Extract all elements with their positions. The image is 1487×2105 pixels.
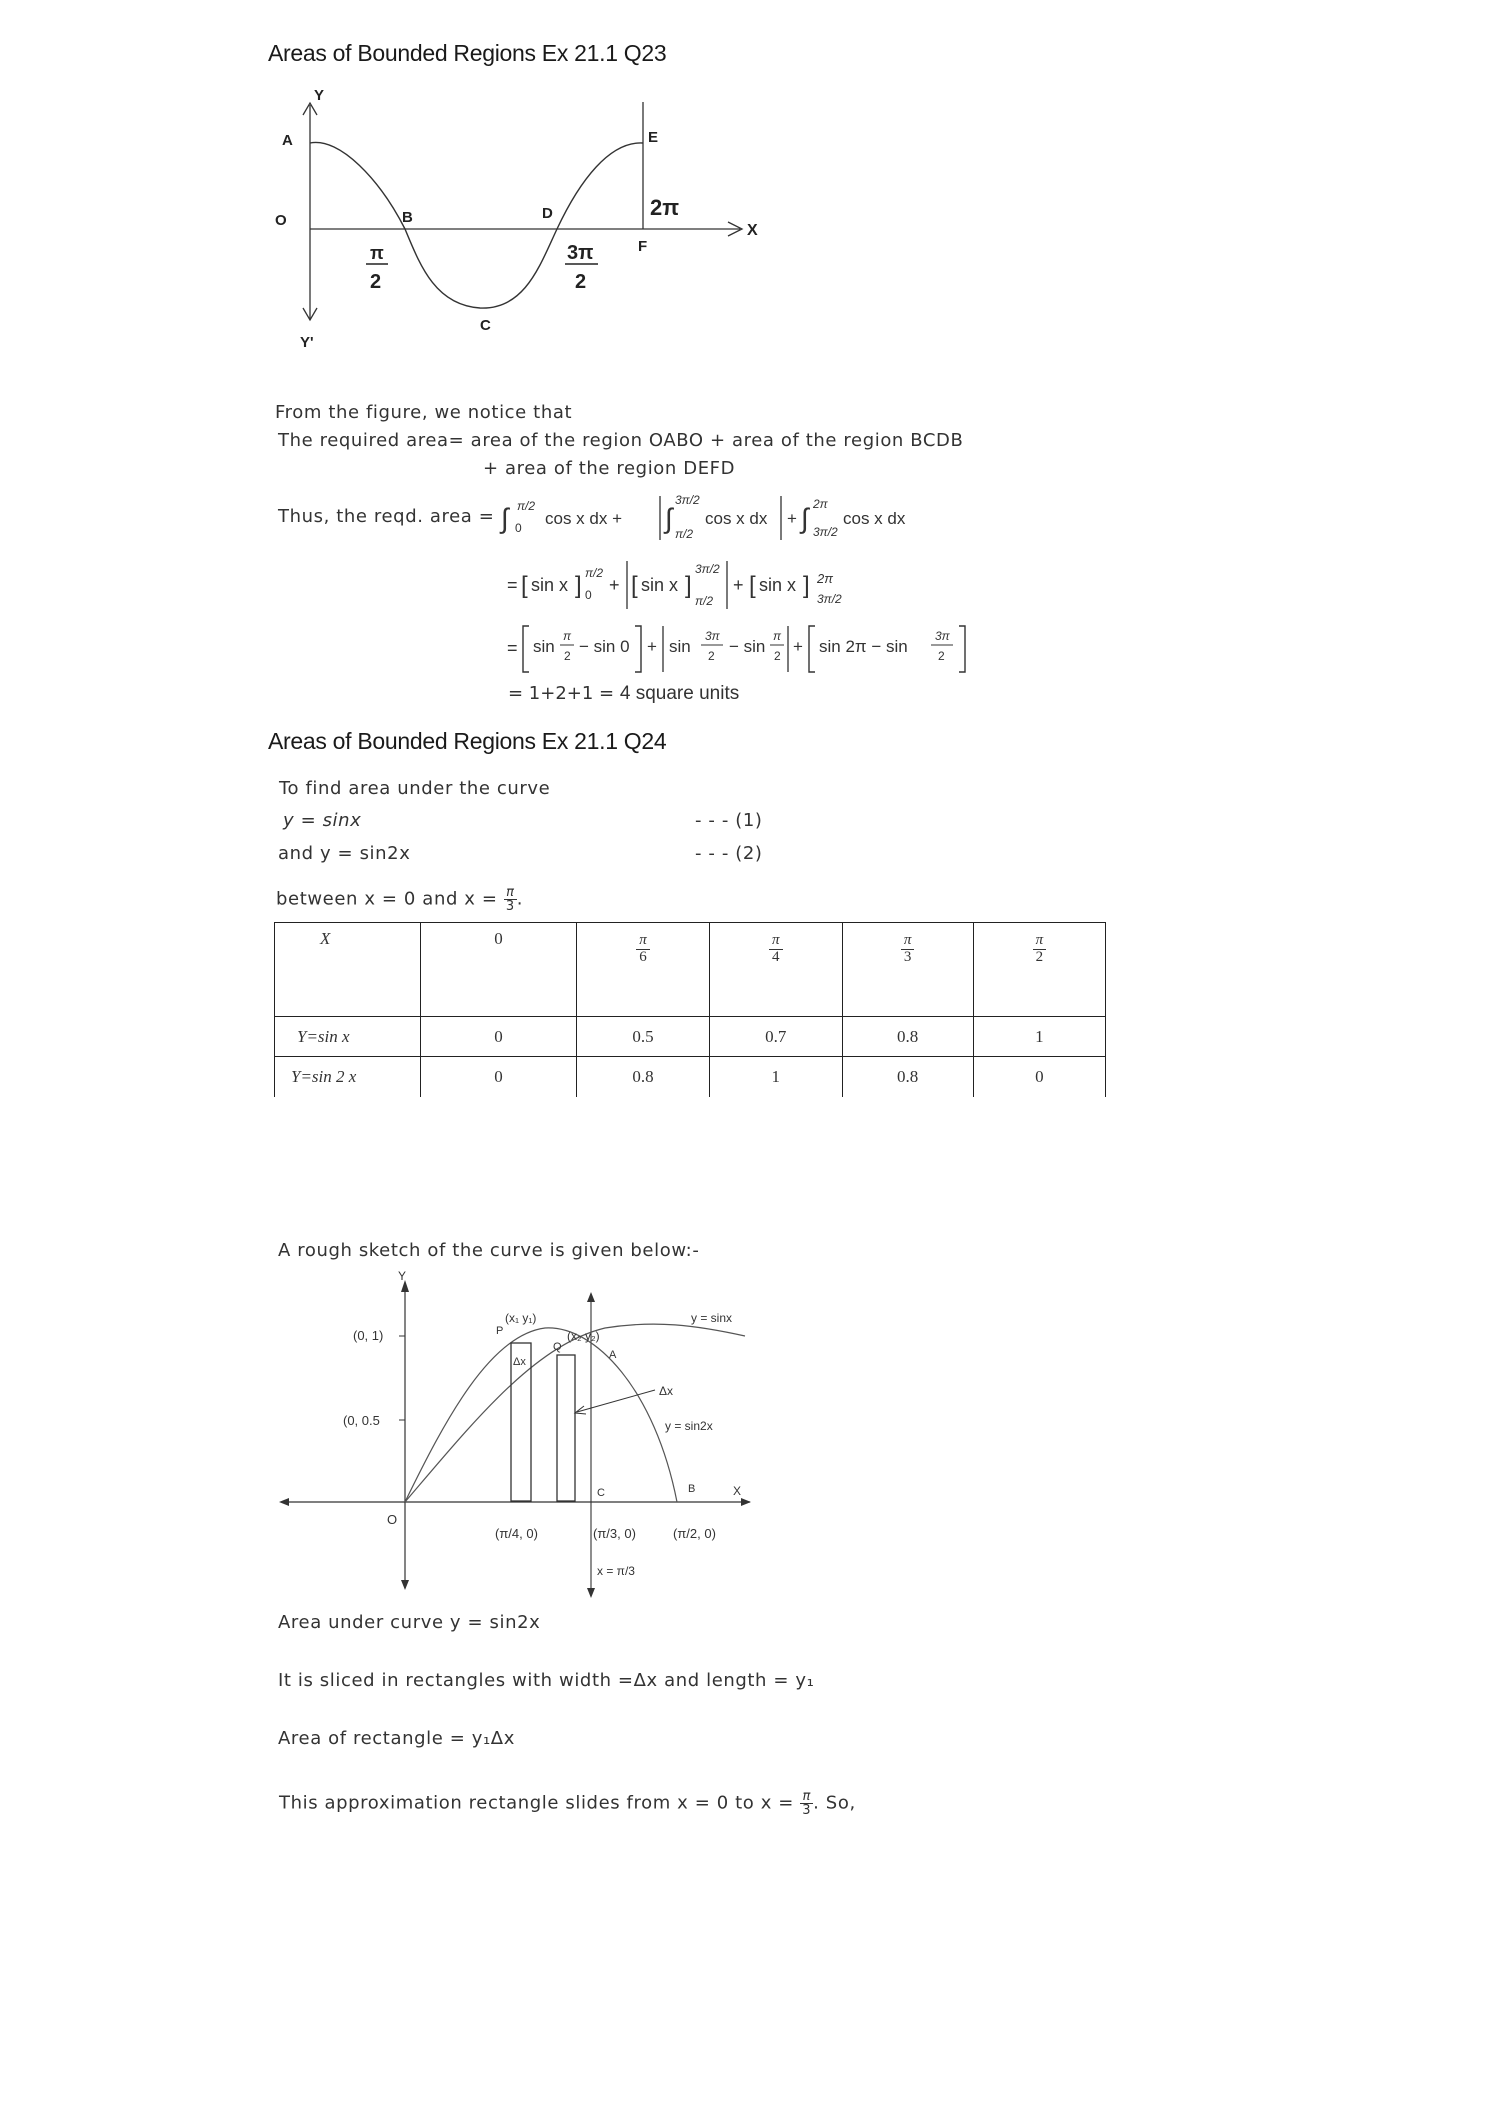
table-row1-cell: 0.8: [842, 1017, 973, 1057]
label-b: B: [402, 209, 413, 226]
sketch-sinx-label: y = sinx: [691, 1311, 733, 1325]
q23-eq-prefix: Thus, the reqd. area =: [278, 506, 495, 527]
sketch-b-label: B: [688, 1483, 696, 1495]
svg-text:+: +: [787, 509, 797, 528]
q23-line3: + area of the region DEFD: [483, 458, 736, 479]
sketch-pt-pi3: (π/3, 0): [593, 1526, 636, 1541]
svg-text:∫: ∫: [665, 503, 673, 534]
label-x: X: [747, 222, 758, 239]
svg-text:0: 0: [585, 588, 592, 602]
q24-curve2-tag: - - - (2): [695, 843, 763, 864]
svg-text:2π: 2π: [813, 497, 828, 511]
svg-text:π/2: π/2: [675, 527, 694, 541]
label-3pi-over-2-den: 2: [575, 271, 587, 293]
svg-text:3π/2: 3π/2: [695, 562, 720, 576]
svg-text:+: +: [609, 575, 620, 595]
svg-text:∫: ∫: [801, 503, 809, 534]
q24-curve1: y = sinx: [283, 810, 362, 831]
q24-sliced: It is sliced in rectangles with width =Δx and length = y₁: [278, 1670, 815, 1691]
label-pi-over-2-num: π: [370, 243, 384, 263]
svg-text:3π: 3π: [935, 629, 950, 643]
svg-text:sin x: sin x: [759, 575, 797, 595]
svg-text:]: ]: [685, 572, 692, 599]
q23-line1: From the figure, we notice that: [275, 402, 573, 423]
table-row2-cell: 1: [709, 1057, 842, 1097]
q23-heading: Areas of Bounded Regions Ex 21.1 Q23: [268, 40, 667, 66]
svg-text:cos x dx: cos x dx: [705, 509, 768, 528]
table-row1-cell: 0.5: [577, 1017, 710, 1057]
table-row2-cell: 0: [973, 1057, 1105, 1097]
q24-slides: This approximation rectangle slides from x = 0 to x =: [279, 1792, 794, 1814]
q24-slides-num: π: [800, 1790, 813, 1804]
label-c: C: [480, 317, 491, 334]
label-e: E: [648, 129, 659, 146]
sketch-pt-pi4: (π/4, 0): [495, 1526, 538, 1541]
sketch-x2y2: (x₂ y₂): [567, 1329, 600, 1343]
q24-slides-den: 3: [802, 1803, 812, 1818]
svg-text:=: =: [507, 575, 518, 595]
table-x-pi4: $\frac{\pi}{4}$: [709, 923, 842, 1017]
svg-text:π/2: π/2: [585, 566, 604, 580]
sketch-x-eq-pi3: x = π/3: [597, 1564, 635, 1578]
svg-text:− sin: − sin: [729, 637, 766, 656]
sketch-o-label: O: [387, 1512, 398, 1527]
table-x-0: 0: [420, 923, 576, 1017]
svg-text:2: 2: [708, 649, 715, 663]
table-row1-label: Y=sin x: [275, 1017, 421, 1057]
svg-text:]: ]: [803, 572, 810, 599]
table-x-pi6: $\frac{\pi}{6}$: [577, 923, 710, 1017]
q23-eq4-prefix: = 1+2+1 =: [508, 683, 615, 704]
sketch-c-label: C: [597, 1487, 605, 1499]
q23-line2: The required area= area of the region OABO + area of the region BCDB: [278, 430, 964, 451]
q24-slides-end: . So,: [813, 1792, 856, 1814]
table-row1-cell: 0: [420, 1017, 576, 1057]
sketch-y-label: Y: [398, 1270, 407, 1283]
q24-rect-area: Area of rectangle = y₁Δx: [278, 1728, 515, 1749]
svg-text:sin x: sin x: [641, 575, 679, 595]
label-2pi: 2π: [650, 195, 680, 220]
svg-text:− sin 0: − sin 0: [579, 637, 630, 656]
q24-between: between x = 0 and x =: [276, 888, 498, 910]
svg-text:[: [: [749, 572, 756, 599]
q24-area-under: Area under curve y = sin2x: [278, 1612, 541, 1633]
sketch-q-label: Q: [553, 1341, 562, 1353]
q24-curve1-tag: - - - (1): [695, 810, 763, 831]
values-table: [274, 922, 1106, 1097]
label-d: D: [542, 205, 553, 222]
sketch-pt-pi2: (π/2, 0): [673, 1526, 716, 1541]
svg-text:cos x dx: cos x dx: [843, 509, 906, 528]
q23-cosine-figure: [270, 85, 790, 360]
svg-text:+: +: [647, 637, 657, 656]
table-x-pi2: $\frac{\pi}{2}$: [973, 923, 1105, 1017]
svg-text:π: π: [773, 629, 782, 643]
table-row2-cell: 0.8: [577, 1057, 710, 1097]
svg-text:0: 0: [515, 521, 522, 535]
svg-text:[: [: [631, 572, 638, 599]
label-y-neg: Y': [300, 334, 314, 351]
label-pi-over-2-den: 2: [370, 271, 382, 293]
svg-text:=: =: [507, 638, 518, 658]
label-y: Y: [314, 87, 325, 104]
q24-sketch-intro: A rough sketch of the curve is given below:-: [278, 1240, 700, 1261]
svg-text:sin 2π − sin: sin 2π − sin: [819, 637, 908, 656]
q23-eq4-result: 4 square units: [619, 683, 740, 704]
svg-text:sin x: sin x: [531, 575, 569, 595]
q23-eq1: [495, 488, 945, 548]
q23-eq3: [505, 618, 985, 678]
svg-text:2: 2: [774, 649, 781, 663]
svg-text:∫: ∫: [501, 503, 509, 534]
svg-text:]: ]: [575, 572, 582, 599]
label-o: O: [275, 212, 287, 229]
svg-text:π/2: π/2: [517, 499, 536, 513]
svg-text:sin: sin: [533, 637, 555, 656]
q24-intro: To find area under the curve: [279, 778, 551, 799]
svg-text:+: +: [793, 637, 803, 656]
sketch-point-005: (0, 0.5: [343, 1413, 380, 1428]
svg-text:3π/2: 3π/2: [675, 493, 700, 507]
svg-text:+: +: [733, 575, 744, 595]
q23-eq2: [505, 555, 885, 615]
q24-between-den: 3: [505, 899, 515, 914]
label-3pi-over-2-num: 3π: [567, 242, 594, 264]
sketch-p-label: P: [496, 1325, 504, 1337]
svg-text:3π: 3π: [705, 629, 720, 643]
svg-text:2π: 2π: [817, 571, 833, 586]
svg-text:sin: sin: [669, 637, 691, 656]
svg-text:2: 2: [564, 649, 571, 663]
sketch-point-01: (0, 1): [353, 1328, 384, 1343]
svg-text:3π/2: 3π/2: [813, 525, 838, 539]
sketch-x-label: X: [733, 1484, 742, 1498]
q24-heading: Areas of Bounded Regions Ex 21.1 Q24: [268, 728, 667, 754]
q24-between-num: π: [504, 886, 517, 900]
table-row2-label: Y=sin 2 x: [275, 1057, 421, 1097]
sketch-dx-box: Δx: [513, 1356, 526, 1368]
table-row2-cell: 0: [420, 1057, 576, 1097]
svg-text:π: π: [563, 629, 572, 643]
svg-text:3π/2: 3π/2: [817, 592, 842, 606]
svg-text:π/2: π/2: [695, 594, 714, 608]
label-a: A: [282, 132, 293, 149]
svg-text:cos x dx +: cos x dx +: [545, 509, 623, 528]
sketch-a-label: A: [609, 1349, 617, 1361]
svg-text:2: 2: [938, 649, 945, 663]
table-header-x: X: [275, 923, 421, 1017]
table-row1-cell: 1: [973, 1017, 1105, 1057]
q24-curve2: and y = sin2x: [278, 843, 411, 864]
sketch-x1y1: (x₁ y₁): [505, 1311, 537, 1325]
label-f: F: [638, 238, 648, 255]
sketch-dx-arrow: Δx: [659, 1384, 674, 1398]
svg-text:[: [: [521, 572, 528, 599]
table-row2-cell: 0.8: [842, 1057, 973, 1097]
table-row1-cell: 0.7: [709, 1017, 842, 1057]
q24-sketch: [275, 1270, 795, 1610]
table-x-pi3: $\frac{\pi}{3}$: [842, 923, 973, 1017]
sketch-sin2x-label: y = sin2x: [665, 1419, 713, 1433]
